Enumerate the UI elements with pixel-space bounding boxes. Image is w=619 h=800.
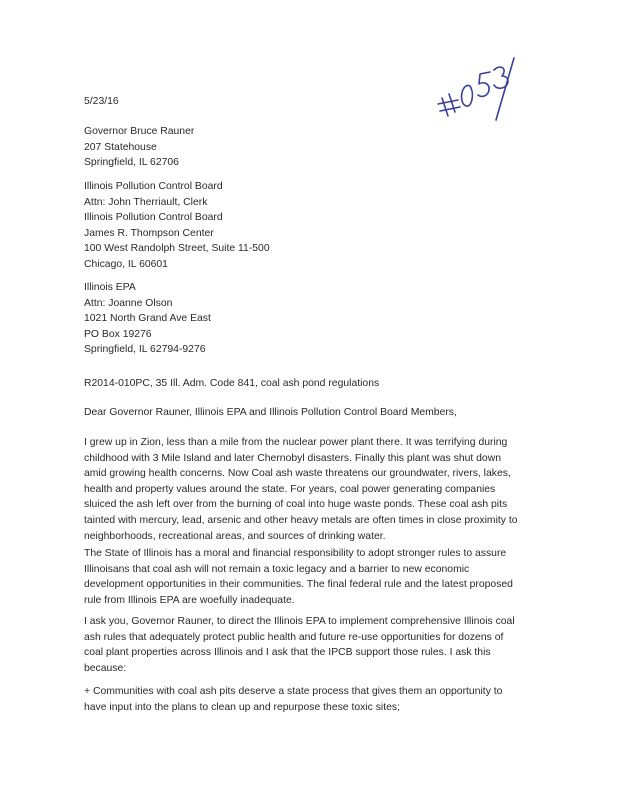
recipient-address-illinois-epa: [84, 280, 584, 358]
address-line: Illinois Pollution Control Board: [84, 181, 223, 192]
letter-salutation: Dear Governor Rauner, Illinois EPA and Illinois Pollution Control Board Members,: [84, 407, 457, 418]
address-line: Springfield, IL 62794-9276: [84, 344, 206, 356]
paragraph-line: have input into the plans to clean up and repurpose these toxic sites;: [84, 701, 400, 713]
address-line: PO Box 19276: [84, 328, 152, 340]
address-line: Chicago, IL 60601: [84, 258, 168, 270]
paragraph-line: Illinoisans that coal ash will not remain a toxic legacy and a barrier to new economic: [84, 563, 470, 575]
letter-date: 5/23/16: [84, 96, 119, 107]
paragraph-line: childhood with 3 Mile Island and later Chernobyl disasters. Finally this plant was shut down: [84, 452, 501, 464]
address-line: Illinois EPA: [84, 282, 136, 293]
paragraph-line: + Communities with coal ash pits deserve a state process that gives them an opportunity to: [84, 686, 503, 697]
paragraph-line: amid growing health concerns. Now Coal ash waste threatens our groundwater, rivers, lakes,: [84, 468, 511, 480]
paragraph-line: neighborhoods, recreational areas, and sources of drinking water.: [84, 530, 386, 542]
paragraph-line: development opportunities in their communities. The final federal rule and the latest proposed: [84, 579, 513, 591]
address-line: 100 West Randolph Street, Suite 11-500: [84, 243, 270, 255]
address-line: Springfield, IL 62706: [84, 157, 179, 169]
body-paragraph: [84, 546, 544, 608]
address-line: Illinois Pollution Control Board: [84, 212, 223, 224]
address-line: 207 Statehouse: [84, 141, 157, 153]
letter-subject: R2014-010PC, 35 Ill. Adm. Code 841, coal ash pond regulations: [84, 378, 380, 389]
address-line: Attn: Joanne Olson: [84, 297, 173, 309]
paragraph-line: I ask you, Governor Rauner, to direct the Illinois EPA to implement comprehensive Illinois coal: [84, 616, 515, 627]
recipient-address-governor: [84, 124, 584, 171]
paragraph-line: rule from Illinois EPA are woefully inadequate.: [84, 594, 295, 606]
address-line: James R. Thompson Center: [84, 227, 214, 239]
body-paragraph: [84, 614, 544, 676]
recipient-address-pollution-control-board: [84, 179, 584, 273]
paragraph-line: tainted with mercury, lead, arsenic and other heavy metals are often times in close proximity to: [84, 514, 518, 526]
paragraph-line: ash rules that adequately protect public health and future re-use opportunities for dozens of: [84, 631, 504, 643]
address-line: Attn: John Therriault, Clerk: [84, 196, 208, 208]
paragraph-line: I grew up in Zion, less than a mile from the nuclear power plant there. It was terrifying during: [84, 437, 508, 448]
paragraph-line: because:: [84, 662, 127, 674]
address-line: Governor Bruce Rauner: [84, 126, 195, 137]
body-paragraph: [84, 684, 544, 715]
paragraph-line: coal plant properties across Illinois and I ask that the IPCB support those rules. I ask this: [84, 647, 491, 659]
body-paragraph: [84, 435, 544, 544]
paragraph-line: health and property values around the state. For years, coal power generating companies: [84, 483, 496, 495]
handwritten-page-number-mark: [432, 54, 516, 122]
address-line: 1021 North Grand Ave East: [84, 313, 211, 325]
paragraph-line: sluiced the ash left over from the burning of coal into huge waste ponds. These coal ash pits: [84, 499, 508, 511]
paragraph-line: The State of Illinois has a moral and financial responsibility to adopt stronger rules to assure: [84, 548, 507, 559]
